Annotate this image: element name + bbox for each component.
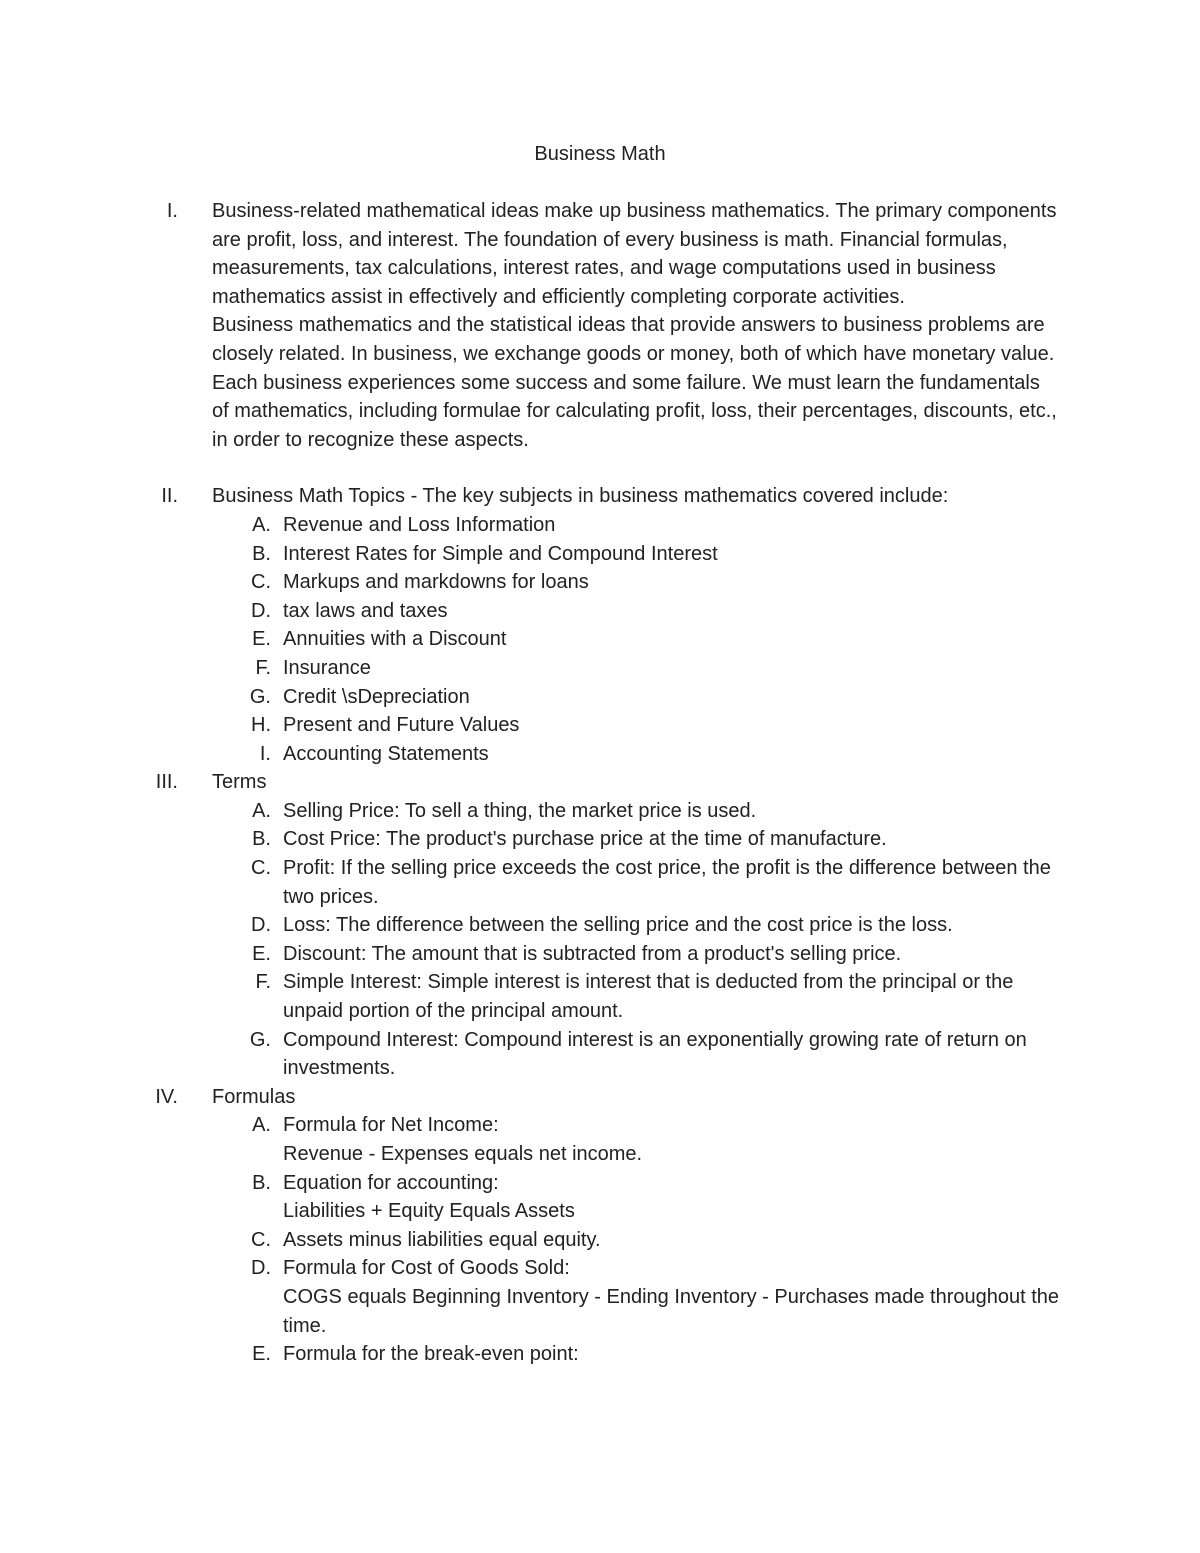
section-1 bbox=[0, 197, 1200, 454]
list-item: A. Formula for Net Income: Revenue - Expenses equals net income. bbox=[252, 1114, 643, 1165]
list-item: B. Equation for accounting: Liabilities + Equity Equals Assets bbox=[252, 1171, 575, 1223]
section-numeral: III. bbox=[155, 771, 178, 794]
list-item: B. Interest Rates for Simple and Compound Interest bbox=[252, 542, 718, 565]
list-item: F. Simple Interest: Simple interest is interest that is deducted from the principal or the unpaid portion of the principal amount. bbox=[255, 971, 1014, 1023]
list-item: D. Formula for Cost of Goods Sold: COGS equals Beginning Inventory - Ending Inventory - Purchases made throughout the time. bbox=[251, 1257, 1060, 1337]
section-paragraph: Business mathematics and the statistical ideas that provide answers to business problems are closely related. In business, we exchange goods or money, both of which have monetary value. Each business experiences some success and some failure. We must learn the fundamentals of mathematics, including formulae for calculating profit, loss, their percentages, discounts, etc., in order to recognize these aspects. bbox=[212, 314, 1057, 451]
list-item: D. Loss: The difference between the selling price and the cost price is the loss. bbox=[251, 914, 953, 937]
section-2 bbox=[0, 482, 1200, 511]
section-heading: Formulas bbox=[212, 1085, 296, 1108]
list-item: F. Insurance bbox=[255, 656, 371, 679]
section-numeral: II. bbox=[161, 485, 178, 508]
list-item: E. Discount: The amount that is subtracted from a product's selling price. bbox=[252, 942, 902, 965]
document-content bbox=[0, 197, 1200, 1369]
list-item: I. Accounting Statements bbox=[259, 742, 489, 765]
list-item: A. Selling Price: To sell a thing, the market price is used. bbox=[252, 799, 757, 822]
document-title: Business Math bbox=[534, 143, 666, 165]
list-item: E. Annuities with a Discount bbox=[252, 628, 507, 651]
list-item: G. Credit \sDepreciation bbox=[249, 685, 470, 708]
list-item: G. Compound Interest: Compound interest is an exponentially growing rate of return on investments. bbox=[249, 1028, 1027, 1080]
list-item: H. Present and Future Values bbox=[251, 714, 520, 737]
list-item: B. Cost Price: The product's purchase price at the time of manufacture. bbox=[252, 828, 887, 851]
section-4 bbox=[0, 1083, 1200, 1112]
list-item: C. Assets minus liabilities equal equity. bbox=[251, 1228, 601, 1251]
section-numeral: IV. bbox=[155, 1085, 178, 1108]
list-item: E. Formula for the break-even point: bbox=[252, 1343, 579, 1366]
list-item: C. Profit: If the selling price exceeds the cost price, the profit is the difference between the two prices. bbox=[251, 857, 1051, 908]
section-paragraph: Business-related mathematical ideas make up business mathematics. The primary components are profit, loss, and interest. The foundation of every business is math. Financial formulas, measurements, tax calculations, interest rates, and wage computations used in business mathematics assist in effectively and efficiently completing corporate activities. bbox=[212, 200, 1057, 308]
list-item: A. Revenue and Loss Information bbox=[252, 513, 556, 536]
section-heading: Business Math Topics - The key subjects in business mathematics covered include: bbox=[212, 485, 949, 508]
list-item: D. tax laws and taxes bbox=[251, 599, 448, 622]
section-numeral: I. bbox=[166, 200, 178, 222]
list-item: C. Markups and markdowns for loans bbox=[251, 571, 589, 594]
section-3 bbox=[0, 768, 1200, 797]
section-heading: Terms bbox=[212, 771, 267, 794]
